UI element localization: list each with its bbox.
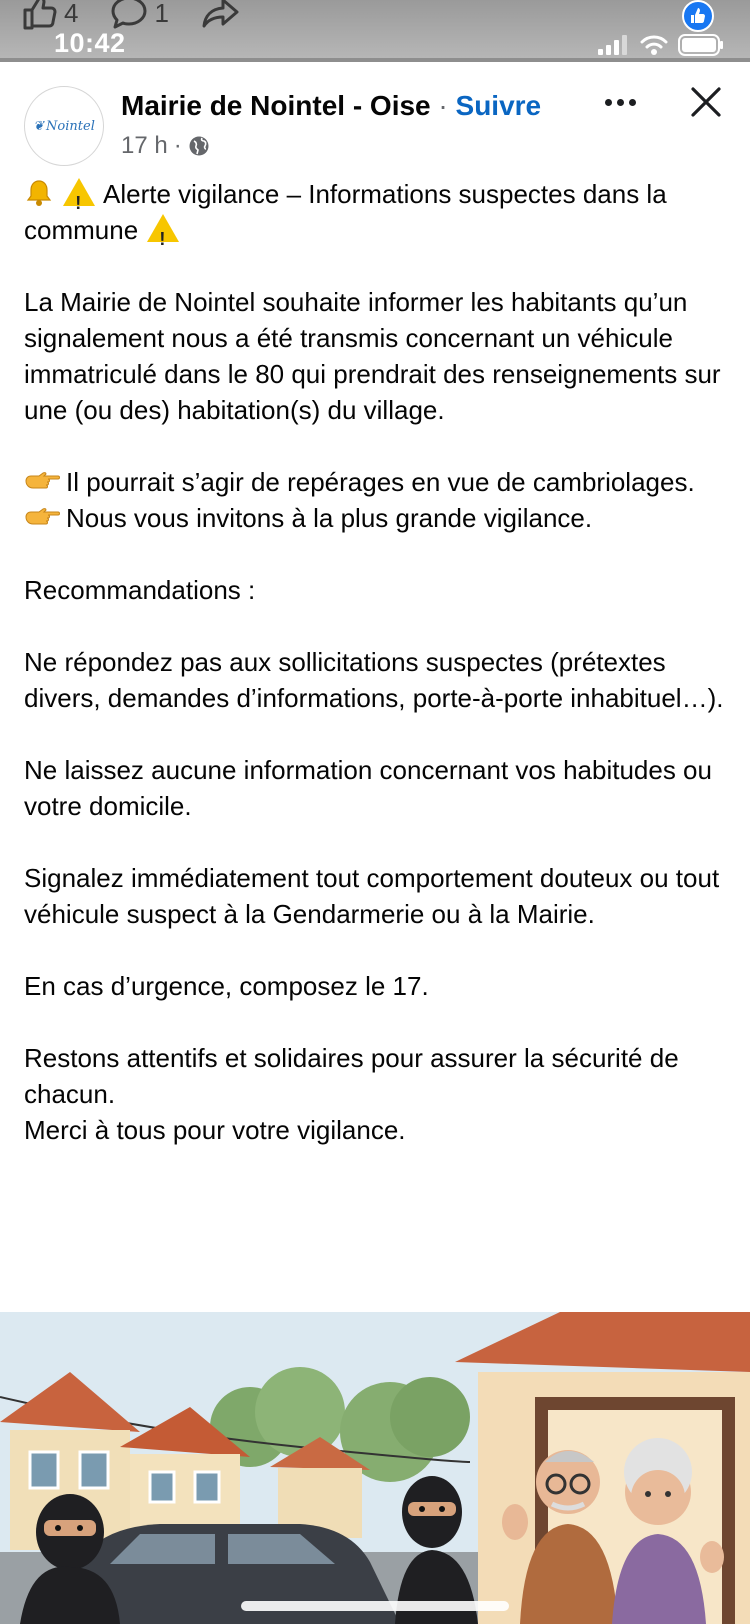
post-title-line (24, 176, 730, 248)
recommendation: Signalez immédiatement tout comportement douteux ou tout véhicule suspect à la Gendarmerie ou à la Mairie. (24, 863, 720, 929)
post-point-text: Il pourrait s’agir de repérages en vue de cambriolages. (66, 467, 695, 497)
more-icon (605, 99, 612, 106)
post-point-text: Nous vous invitons à la plus grande vigilance. (66, 503, 593, 533)
wifi-icon (640, 34, 668, 56)
recommendation: Ne répondez pas aux sollicitations suspectes (prétextes divers, demandes d’informations, porte-à-porte inhabituel…). (24, 647, 724, 713)
meta-separator: · (173, 132, 182, 159)
like-reaction-badge (682, 0, 714, 32)
more-options-button[interactable] (600, 84, 640, 120)
post-text (24, 176, 730, 1148)
like-action[interactable] (22, 0, 78, 30)
pointing-hand-icon (24, 469, 62, 495)
reaction-bar (22, 0, 263, 30)
illustration-scene (0, 1312, 750, 1624)
follow-button[interactable]: Suivre (455, 90, 542, 121)
page-name-line (121, 90, 541, 122)
post-point (24, 464, 730, 500)
home-indicator[interactable] (241, 1601, 509, 1611)
share-action[interactable] (201, 0, 241, 30)
battery-icon (678, 34, 724, 56)
emergency-note: En cas d’urgence, composez le 17. (24, 971, 429, 1001)
post-time[interactable]: 17 h (121, 132, 168, 159)
comment-count: 1 (154, 0, 169, 28)
signal-icon (598, 35, 630, 55)
closing-line: Restons attentifs et solidaires pour assurer la sécurité de chacun. (24, 1043, 679, 1109)
recommendations-heading: Recommandations : (24, 575, 256, 605)
comment-action[interactable] (110, 0, 168, 30)
like-count: 4 (64, 0, 79, 28)
name-separator: · (438, 90, 448, 121)
globe-icon (188, 135, 210, 157)
post-point (24, 500, 730, 536)
page-name[interactable]: Mairie de Nointel - Oise (121, 90, 431, 121)
thumbs-up-icon (22, 0, 58, 30)
closing-line: Merci à tous pour votre vigilance. (24, 1115, 406, 1145)
post-meta (121, 132, 210, 160)
page-avatar[interactable] (24, 86, 104, 166)
recommendation: Ne laissez aucune information concernant vos habitudes ou votre domicile. (24, 755, 712, 821)
share-icon (201, 0, 241, 30)
thumbs-up-filled-icon (689, 7, 707, 25)
bell-icon (24, 178, 54, 208)
post-illustration[interactable] (0, 1312, 750, 1624)
avatar-logo (33, 119, 95, 134)
pointing-hand-icon (24, 505, 62, 531)
top-strip (0, 0, 750, 62)
comment-icon (110, 0, 148, 30)
warning-icon (147, 214, 179, 242)
post-paragraph: La Mairie de Nointel souhaite informer les habitants qu’un signalement nous a été transmis concernant un véhicule immatriculé dans le 80 qui prendrait des renseignements sur une (ou des) habitation(s) du village. (24, 287, 721, 425)
status-time: 10:42 (54, 28, 126, 58)
avatar-logo-text: Nointel (46, 118, 95, 134)
warning-icon (63, 178, 95, 206)
post-header (0, 62, 750, 172)
post-title: Alerte vigilance – Informations suspectes dans la commune (24, 179, 667, 245)
leaf-icon: ❦ (33, 118, 45, 134)
status-icons (598, 34, 724, 56)
close-icon[interactable] (688, 84, 724, 120)
